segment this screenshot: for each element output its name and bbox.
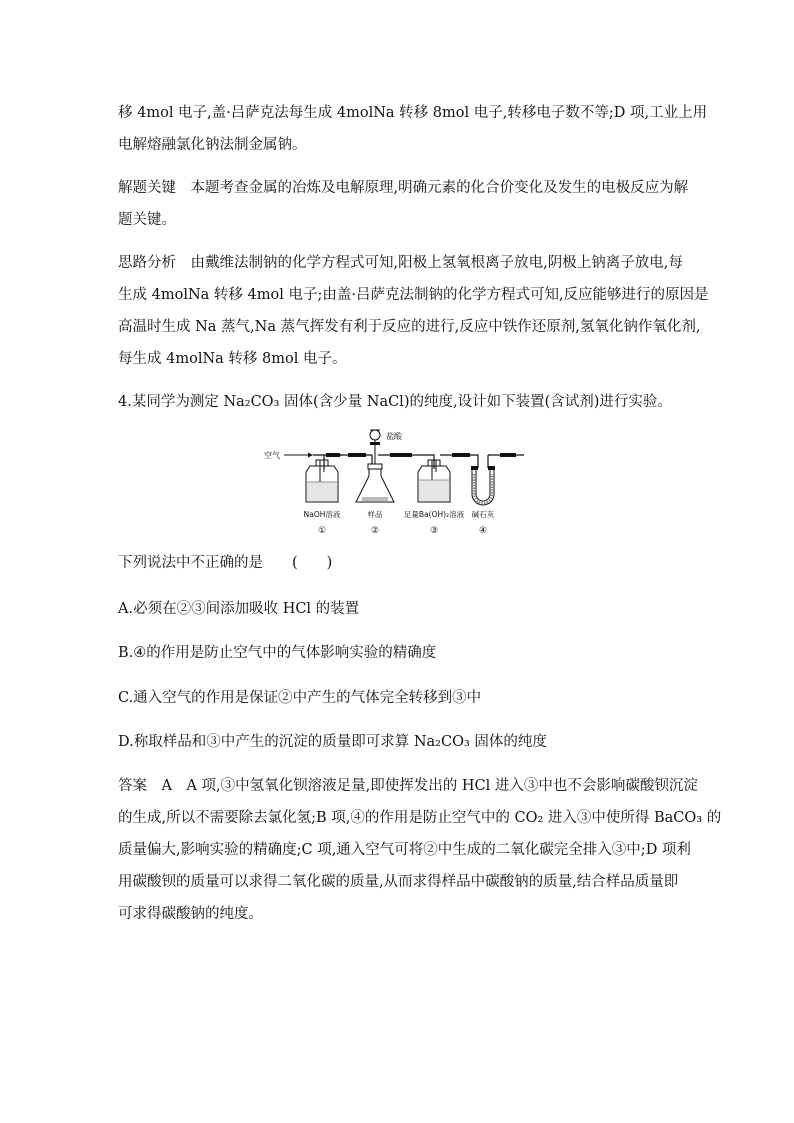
option-d: D.称取样品和③中产生的沉淀的质量即可求算 Na₂CO₃ 固体的纯度 [118, 734, 547, 750]
paragraph-line: 移 4mol 电子,盖·吕萨克法每生成 4molNa 转移 8mol 电子,转移电子数不等;D 项,工业上用 [118, 105, 708, 121]
rubber-joint [326, 453, 340, 457]
rubber-joint [452, 453, 470, 457]
label-naoh: NaOH溶液 [303, 510, 341, 519]
question-prompt: 下列说法中不正确的是 ( ) [118, 555, 333, 571]
rubber-joint [500, 453, 516, 457]
answer-line: 可求得碳酸钠的纯度。 [118, 906, 263, 922]
paragraph-line: 电解熔融氯化钠法制金属钠。 [118, 137, 307, 153]
apparatus-diagram [262, 424, 532, 542]
number-1: ① [317, 526, 327, 536]
rubber-joint [390, 453, 412, 457]
label-sample: 样品 [367, 510, 383, 519]
answer-line: 质量偏大,影响实验的精确度;C 项,通入空气可将②中生成的二氧化碳完全排入③中;D 项利 [118, 842, 691, 858]
answer-line: 用碳酸钡的质量可以求得二氧化碳的质量,从而求得样品中碳酸钠的质量,结合样品质量即 [118, 874, 679, 890]
analysis-line: 每生成 4molNa 转移 8mol 电子。 [118, 351, 347, 367]
label-soda-lime: 碱石灰 [471, 510, 495, 519]
air-arrow-head [308, 453, 313, 458]
answer-line: 答案 A A 项,③中氢氧化钡溶液足量,即使挥发出的 HCl 进入③中也不会影响碳酸钡沉淀 [118, 778, 698, 794]
number-3: ③ [429, 526, 439, 536]
bottle-3 [418, 460, 450, 502]
rubber-joint [348, 453, 366, 457]
key-point-line: 解题关键 本题考查金属的冶炼及电解原理,明确元素的化合价变化及发生的电极反应为解 [118, 180, 689, 196]
acid-label: 盐酸 [386, 432, 402, 441]
analysis-line: 思路分析 由戴维法制钠的化学方程式可知,阳极上氢氧根离子放电,阴极上钠离子放电,每 [118, 255, 683, 271]
stopcock [370, 442, 380, 445]
option-a: A.必须在②③间添加吸收 HCl 的装置 [118, 601, 360, 617]
number-2: ② [370, 526, 380, 536]
tube-3 [378, 455, 434, 469]
label-baoh2: 足量Ba(OH)₂溶液 [403, 510, 465, 519]
key-point-line: 题关键。 [118, 212, 176, 228]
option-b: B.④的作用是防止空气中的气体影响实验的精确度 [118, 645, 437, 661]
number-4: ④ [478, 526, 488, 536]
u-tube-4 [471, 466, 495, 503]
funnel-bulb [370, 430, 380, 440]
question-stem: 4.某同学为测定 Na₂CO₃ 固体(含少量 NaCl)的纯度,设计如下装置(含试剂)进行实验。 [118, 394, 672, 410]
option-c: C.通入空气的作用是保证②中产生的气体完全转移到③中 [118, 690, 482, 706]
analysis-line: 高温时生成 Na 蒸气,Na 蒸气挥发有利于反应的进行,反应中铁作还原剂,氢氧化钠作氧化剂, [118, 319, 701, 335]
bottle-1 [306, 460, 338, 502]
answer-line: 的生成,所以不需要除去氯化氢;B 项,④的作用是防止空气中的 CO₂ 进入③中使所得 BaCO₃ 的 [118, 810, 722, 826]
air-label: 空气 [264, 451, 280, 460]
analysis-line: 生成 4molNa 转移 4mol 电子;由盖·吕萨克法制钠的化学方程式可知,反应能够进行的原因是 [118, 287, 709, 303]
